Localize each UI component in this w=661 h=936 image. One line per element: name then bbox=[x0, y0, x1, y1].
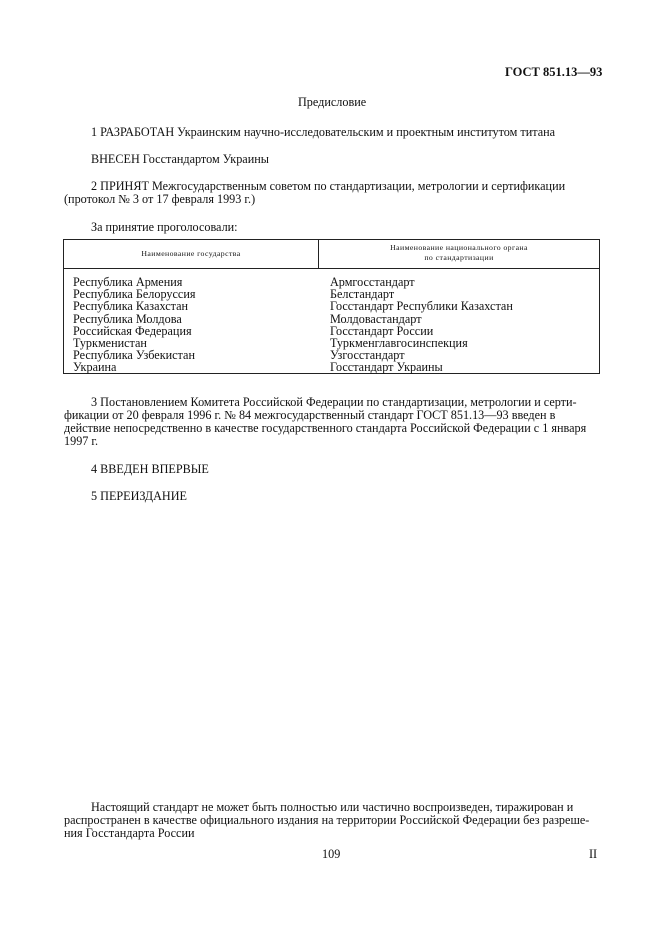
table-cell-state: Республика Казахстан bbox=[73, 299, 189, 314]
paragraph-line: распространен в качестве официального издания на территории Российской Федерации без разреше- bbox=[64, 813, 590, 827]
table-cell-state: Республика Белоруссия bbox=[73, 287, 196, 302]
paragraph-adopted bbox=[64, 180, 601, 206]
paragraph-reissue: 5 ПЕРЕИЗДАНИЕ bbox=[91, 489, 187, 503]
table-cell-body: Армгосстандарт bbox=[330, 275, 415, 289]
column-header-state: Наименование государства bbox=[141, 249, 241, 258]
paragraph-line: 2 ПРИНЯТ Межгосударственным советом по стандартизации, метрологии и сертификации bbox=[91, 179, 566, 193]
column-header-line: по стандартизации bbox=[424, 253, 494, 262]
table-cell-state: Республика Молдова bbox=[73, 311, 182, 326]
page-number: 109 bbox=[322, 847, 341, 861]
paragraph-first-introduced: 4 ВВЕДЕН ВПЕРВЫЕ bbox=[91, 462, 209, 476]
paragraph-line: фикации от 20 февраля 1996 г. № 84 межгосударственный стандарт ГОСТ 851.13—93 введен в bbox=[64, 408, 556, 422]
table-cell-body: Госстандарт Украины bbox=[330, 360, 443, 375]
paragraph-line: 3 Постановлением Комитета Российской Федерации по стандартизации, метрологии и серти- bbox=[91, 395, 577, 409]
paragraph-line: Настоящий стандарт не может быть полностью или частично воспроизведен, тиражирован и bbox=[91, 800, 574, 814]
page-title: Предисловие bbox=[298, 95, 367, 109]
paragraph-developed: 1 РАЗРАБОТАН Украинским научно-исследовательским и проектным институтом титана bbox=[91, 125, 556, 139]
states-column bbox=[73, 276, 195, 374]
paragraph-resolution bbox=[64, 396, 601, 448]
document-code: ГОСТ 851.13—93 bbox=[505, 65, 603, 79]
standards-bodies-column bbox=[330, 276, 513, 374]
table-cell-body: Туркменглавгосинспекция bbox=[330, 336, 468, 351]
paragraph-introduced: ВНЕСЕН Госстандартом Украины bbox=[91, 152, 269, 166]
table-cell-body: Молдовастандарт bbox=[330, 311, 422, 326]
paragraph-line: ния Госстандарта России bbox=[64, 826, 195, 840]
table-cell-body: Белстандарт bbox=[330, 287, 395, 302]
paragraph-line: действие непосредственно в качестве государственного стандарта Российской Федерации с 1 января bbox=[64, 421, 587, 435]
paragraph-line: 1997 г. bbox=[64, 434, 99, 448]
column-header-standards-body bbox=[319, 243, 599, 263]
table-cell-body: Узгосстандарт bbox=[330, 348, 405, 363]
table-cell-body: Госстандарт Республики Казахстан bbox=[330, 299, 513, 314]
table-cell-body: Госстандарт России bbox=[330, 323, 434, 338]
table-cell-state: Туркменистан bbox=[73, 336, 147, 351]
sheet-mark: II bbox=[589, 847, 598, 861]
table-cell-state: Российская Федерация bbox=[73, 323, 192, 338]
paragraph-copyright-notice bbox=[64, 801, 601, 840]
column-header-line: Наименование национального органа bbox=[390, 243, 528, 252]
paragraph-line: (протокол № 3 от 17 февраля 1993 г.) bbox=[64, 192, 256, 206]
table-cell-state: Республика Узбекистан bbox=[73, 348, 195, 363]
voting-table bbox=[63, 239, 600, 374]
voted-caption: За принятие проголосовали: bbox=[91, 220, 238, 234]
table-cell-state: Республика Армения bbox=[73, 275, 183, 289]
table-cell-state: Украина bbox=[73, 360, 117, 375]
